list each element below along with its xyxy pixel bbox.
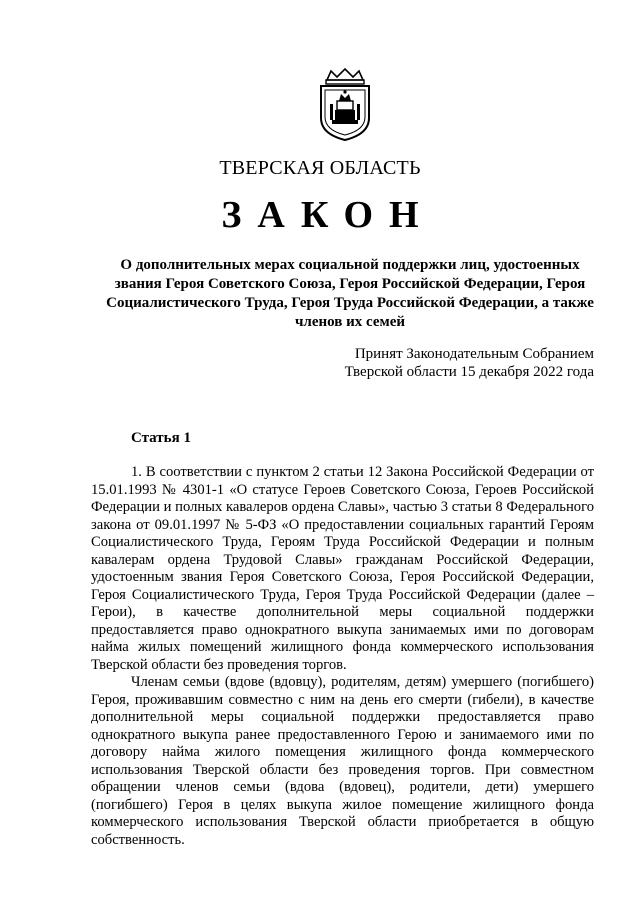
tver-coat-of-arms-icon (313, 68, 377, 142)
law-title-line: Социалистического Труда, Героя Труда Российской Федерации, а также (106, 295, 594, 311)
law-title-line: членов их семей (294, 314, 406, 330)
law-title-line: О дополнительных мерах социальной поддержки лиц, удостоенных (120, 257, 580, 273)
region-name: ТВЕРСКАЯ ОБЛАСТЬ (219, 157, 421, 179)
law-title-line: звания Героя Советского Союза, Героя Российской Федерации, Героя (114, 276, 586, 292)
article-heading: Статья 1 (131, 430, 191, 446)
adoption-note (345, 345, 594, 381)
article-paragraph: 1. В соответствии с пунктом 2 статьи 12 Закона Российской Федерации от 15.01.1993 № 4301-1 «О статусе Героев Советского Союза, Героев Российской Федерации и полных кавалеров ордена Славы», частью 3 статьи 8 Федерального закона от 09.01.1997 № 5-ФЗ «О предоставлении социальных гарантий Героям Социалистического Труда, Героям Труда Российской Федерации и полным кавалерам ордена Трудовой Славы» гражданам Российской Федерации, удостоенным звания Героя Советского Союза, Героя Российской Федерации, Героя Социалистического Труда, Героя Труда Российской Федерации (далее – Герои), в качестве дополнительной меры социальной поддержки предоставляется право однократного выкупа занимаемых ими по договорам найма жилых помещений жилищного фонда коммерческого использования Тверской области без проведения торгов. (91, 464, 594, 673)
law-title (90, 256, 610, 332)
adoption-line: Принят Законодательным Собранием (354, 346, 594, 362)
document-type-heading: ЗАКОН (221, 194, 435, 236)
article-paragraph: Членам семьи (вдове (вдовцу), родителям, детям) умершего (погибшего) Героя, проживавшим совместно с ним на день его смерти (гибели), в качестве дополнительной меры социальной поддержки предоставляется право однократного выкупа ранее предоставленного Герою и занимаемого ими по договору найма жилого помещения жилищного фонда коммерческого использования Тверской области без проведения торгов. При совместном обращении членов семьи (вдова (вдовец), родители, дети) умершего (погибшего) Героя в целях выкупа жилое помещение жилищного фонда коммерческого использования Тверской области приобретается в общую собственность. (91, 674, 594, 848)
adoption-line: Тверской области 15 декабря 2022 года (344, 364, 594, 380)
article-body (91, 464, 594, 849)
